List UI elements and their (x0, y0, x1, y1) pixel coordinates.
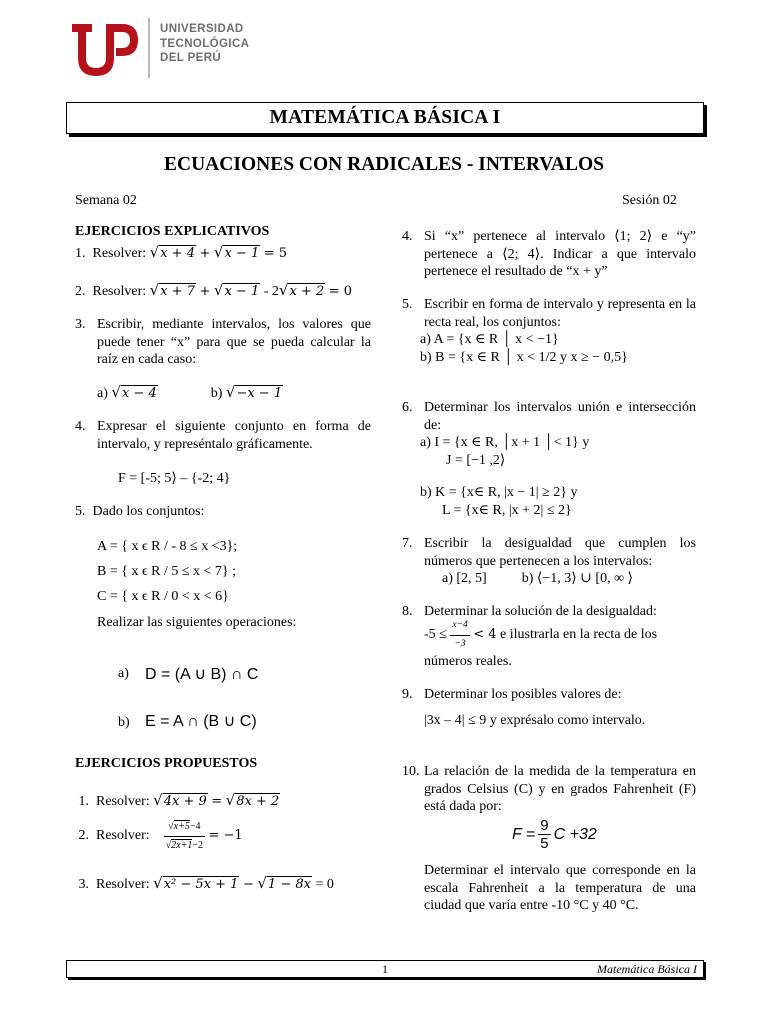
exercise-e3: 3. Escribir, mediante intervalos, los valores que puede tener “x” para que se pueda calcular la raíz en cada caso: (75, 317, 371, 367)
exercise-r4: 4. Si “x” pertenece al intervalo ⟨1; 2⟩ e “y” pertenece a ⟨2; 4⟩. Indicar a que intervalo pertenece el resultado de “x + y” (402, 229, 696, 279)
page-title: MATEMÁTICA BÁSICA I (269, 107, 501, 128)
set-a: A = { x ϵ R / - 8 ≤ x <3}; (97, 539, 238, 554)
exercise-r6-b: b) K = {x∈ R, |x − 1| ≥ 2} y L = {x∈ R, |x + 2| ≤ 2} (420, 485, 578, 518)
sesion-label: Sesión 02 (622, 193, 677, 208)
university-name: UNIVERSIDAD TECNOLÓGICA DEL PERÚ (160, 23, 250, 64)
operations-label: Realizar las siguientes operaciones: (97, 615, 297, 630)
exercise-r8: 8. Determinar la solución de la desigualdad: (402, 604, 657, 619)
exercise-r9: 9. Determinar los posibles valores de: (402, 687, 622, 702)
logo-divider (148, 18, 150, 78)
p2-fraction: $\frac{√x+5-4}{√2x+1-2}$ (164, 818, 205, 854)
op-b-expr: E = A ∩ (B ∪ C) (145, 713, 257, 730)
exercise-e4-set: F = [-5; 5⟩ – {-2; 4} (118, 471, 231, 486)
exercise-r10-end: Determinar el intervalo que corresponde en la escala Fahrenheit a la temperatura de una ciudad que varía entre -10 °C y 40 °C. (424, 863, 696, 913)
fahrenheit-formula: F = $\frac{9}{5}$ C +32 (512, 817, 597, 852)
op-a-expr: D = (A ∪ B) ∩ C (145, 666, 259, 683)
footer (66, 960, 704, 978)
exercise-e2: 2. Resolver: √x + 7 + √x − 1 - 2√x + 2 = 0 (75, 281, 353, 299)
r8-fraction: $\frac{x-4}{-3}$ (450, 617, 469, 653)
exercise-p1: 1. Resolver: √4x + 9 = √8x + 2 (78, 791, 280, 809)
exercise-r5: 5. Escribir en forma de intervalo y representa en la recta real, los conjuntos: a) A = {x ∈ R │ x < −1} b) B = {x ∈ R │ x < 1/2 y x ≥ − 0,5} (402, 297, 696, 365)
propuestos-heading: EJERCICIOS PROPUESTOS (75, 756, 258, 771)
exercise-e5: 5. Dado los conjuntos: (75, 504, 205, 519)
exercise-r9-expr: |3x – 4| ≤ 9 y exprésalo como intervalo. (424, 713, 646, 728)
exercise-p2: 2. Resolver: $\frac{√x+5-4}{√2x+1-2}$ = −1 (75, 818, 375, 854)
title-box (66, 102, 704, 134)
exercise-e3-options: a) √x − 4 b) √−x − 1 (97, 383, 283, 401)
op-a-label: a) (118, 666, 129, 681)
semana-label: Semana 02 (75, 193, 137, 208)
set-b: B = { x ϵ R / 5 ≤ x < 7} ; (97, 564, 237, 579)
utp-logo-icon (70, 20, 140, 78)
explicativos-heading: EJERCICIOS EXPLICATIVOS (75, 224, 270, 239)
exercise-r8-ineq: -5 ≤ $\frac{x-4}{-3}$ < 4 e ilustrarla en la recta de los números reales. (424, 617, 698, 671)
exercise-r7: 7. Escribir la desigualdad que cumplen los números que pertenecen a los intervalos: a) [2, 5] b) ⟨−1, 3⟩ ∪ [0, ∞ ⟩ (402, 536, 696, 586)
sqrt-expr: √x + 4 (149, 243, 195, 261)
exercise-r10: 10. La relación de la medida de la temperatura en grados Celsius (C) y en grados Fahrenheit (F) está dada por: (402, 764, 696, 814)
set-c: C = { x ϵ R / 0 < x < 6} (97, 589, 229, 604)
exercise-e1: 1. Resolver: √x + 4 + √x − 1 = 5 (75, 243, 288, 261)
op-b-label: b) (118, 715, 130, 730)
exercise-p3: 3. Resolver: √x² − 5x + 1 − √1 − 8x = 0 (78, 874, 334, 892)
exercise-e4: 4. Expresar el siguiente conjunto en forma de intervalo, y represéntalo gráficamente. (75, 419, 371, 452)
exercise-r6: 6. Determinar los intervalos unión e intersección de: a) I = {x ∈ R, │x + 1 │< 1} y J = [−1 ,2⟩ (402, 400, 696, 468)
page-number: 1 (382, 962, 388, 976)
page-subtitle: ECUACIONES CON RADICALES - INTERVALOS (164, 154, 604, 175)
footer-course: Matemática Básica I (597, 962, 697, 976)
